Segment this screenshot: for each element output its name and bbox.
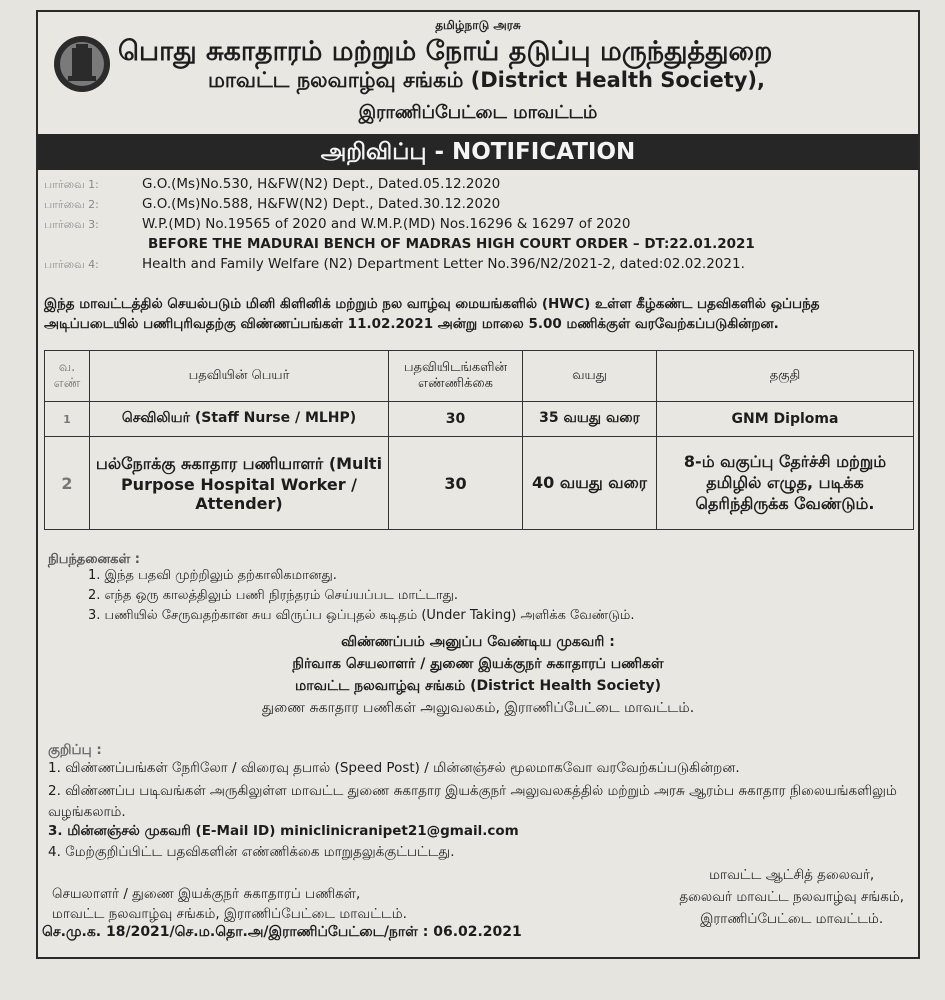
table-row <box>45 437 914 530</box>
header-sno: வ. எண் <box>45 351 90 402</box>
address-line: துணை சுகாதார பணிகள் அலுவலகம், இராணிப்பேட்டை மாவட்டம். <box>261 700 695 716</box>
row-age: 40 வயது வரை <box>523 437 657 530</box>
signatory-line: செயலாளர் / துணை இயக்குநர் சுகாதாரப் பணிகள், <box>52 886 361 902</box>
condition-item: 2. எந்த ஒரு காலத்திலும் பணி நிரந்தரம் செய்யப்பட மாட்டாது. <box>88 588 459 603</box>
reference-text: BEFORE THE MADURAI BENCH OF MADRAS HIGH COURT ORDER – DT:22.01.2021 <box>148 236 755 252</box>
reference-text: G.O.(Ms)No.530, H&FW(N2) Dept., Dated.05.12.2020 <box>142 176 501 192</box>
row-count: 30 <box>389 437 523 530</box>
reference-text: W.P.(MD) No.19565 of 2020 and W.M.P.(MD) Nos.16296 & 16297 of 2020 <box>142 216 631 232</box>
table-header-row <box>45 351 914 402</box>
header-count: பதவியிடங்களின் எண்ணிக்கை <box>389 351 523 402</box>
conditions-title: நிபந்தனைகள் : <box>48 552 140 567</box>
table-row <box>45 402 914 437</box>
notification-title: அறிவிப்பு - NOTIFICATION <box>320 139 636 165</box>
district-title: இராணிப்பேட்டை மாவட்டம் <box>358 102 598 123</box>
notes-section <box>48 742 916 865</box>
conditions-section <box>48 552 634 628</box>
government-label: தமிழ்நாடு அரசு <box>435 18 521 32</box>
signatory-right <box>679 864 904 930</box>
reference-label: பார்வை 3: <box>44 218 99 231</box>
row-count: 30 <box>389 402 523 437</box>
signatory-line: மாவட்ட ஆட்சித் தலைவர், <box>709 867 875 883</box>
reference-item <box>44 176 914 196</box>
reference-item <box>44 216 914 236</box>
notice-box <box>36 10 920 959</box>
signatory-line: தலைவர் மாவட்ட நலவாழ்வு சங்கம், <box>679 889 904 905</box>
row-post: செவிலியர் (Staff Nurse / MLHP) <box>90 402 389 437</box>
notification-banner <box>38 134 918 170</box>
reference-label: பார்வை 2: <box>44 198 99 211</box>
note-item: 4. மேற்குறிப்பிட்ட பதவிகளின் எண்ணிக்கை மாறுதலுக்குட்பட்டது. <box>48 844 455 860</box>
reference-text: Health and Family Welfare (N2) Department Letter No.396/N2/2021-2, dated:02.02.2021. <box>142 256 745 272</box>
reference-label: பார்வை 4: <box>44 258 99 271</box>
signatory-line: மாவட்ட நலவாழ்வு சங்கம், இராணிப்பேட்டை மாவட்டம். <box>52 906 407 922</box>
address-line: நிர்வாக செயலாளர் / துணை இயக்குநர் சுகாதாரப் பணிகள் <box>292 656 664 672</box>
header-qualification: தகுதி <box>657 351 914 402</box>
note-item: 2. விண்ணப்ப படிவங்கள் அருகிலுள்ள மாவட்ட துணை சுகாதார இயக்குநர் அலுவலகத்தில் மற்றும் அரசு ஆரம்ப சுகாதார நிலையங்களிலும் வழங்கலாம். <box>48 783 897 820</box>
note-item: 1. விண்ணப்பங்கள் நேரிலோ / விரைவு தபால் (Speed Post) / மின்னஞ்சல் மூலமாகவோ வரவேற்கப்படுகின்றன. <box>48 760 740 776</box>
reference-item <box>44 236 914 256</box>
intro-paragraph: இந்த மாவட்டத்தில் செயல்படும் மினி கிளினிக் மற்றும் நல வாழ்வு மையங்களில் (HWC) உள்ள கீழ்கண்ட பதவிகளில் ஒப்பந்த அடிப்படையில் பணிபுரிவதற்கு விண்ணப்பங்கள் 11.02.2021 அன்று மாலை 5.00 மணிக்குள் வரவேற்கப்படுகின்றன. <box>44 296 820 332</box>
department-title: பொது சுகாதாரம் மற்றும் நோய் தடுப்பு மருந்துத்துறை <box>118 36 773 67</box>
header-post: பதவியின் பெயர் <box>90 351 389 402</box>
condition-item: 3. பணியில் சேருவதற்கான சுய விருப்ப ஒப்புதல் கடிதம் (Under Taking) அளிக்க வேண்டும். <box>88 608 635 623</box>
row-sno: 1 <box>45 402 90 437</box>
address-title: விண்ணப்பம் அனுப்ப வேண்டிய முகவரி : <box>341 634 615 650</box>
reference-text: G.O.(Ms)No.588, H&FW(N2) Dept., Dated.30.12.2020 <box>142 196 501 212</box>
row-qualification: 8-ம் வகுப்பு தேர்ச்சி மற்றும் தமிழில் எழுத, படிக்க தெரிந்திருக்க வேண்டும். <box>657 437 914 530</box>
address-line: மாவட்ட நலவாழ்வு சங்கம் (District Health Society) <box>294 678 662 694</box>
society-title: மாவட்ட நலவாழ்வு சங்கம் (District Health Society), <box>208 68 766 92</box>
state-emblem-icon <box>52 34 112 94</box>
note-item: 3. மின்னஞ்சல் முகவரி (E-Mail ID) miniclinicranipet21@gmail.com <box>48 823 519 839</box>
signatory-left <box>52 884 407 924</box>
reference-label: பார்வை 1: <box>44 178 99 191</box>
reference-footer: செ.மு.க. 18/2021/செ.ம.தொ.அ/இராணிப்பேட்டை/நாள் : 06.02.2021 <box>42 924 522 940</box>
reference-item <box>44 196 914 216</box>
notes-title: குறிப்பு : <box>48 742 102 758</box>
signatory-line: இராணிப்பேட்டை மாவட்டம். <box>700 911 884 927</box>
row-post: பல்நோக்கு சுகாதார பணியாளர் (Multi Purpose Hospital Worker / Attender) <box>90 437 389 530</box>
condition-item: 1. இந்த பதவி முற்றிலும் தற்காலிகமானது. <box>88 568 337 583</box>
reference-item <box>44 256 914 276</box>
row-qualification: GNM Diploma <box>657 402 914 437</box>
posts-table <box>44 350 914 530</box>
row-age: 35 வயது வரை <box>523 402 657 437</box>
reference-list <box>44 176 914 276</box>
row-sno: 2 <box>45 437 90 530</box>
header-age: வயது <box>523 351 657 402</box>
address-section <box>38 634 918 722</box>
